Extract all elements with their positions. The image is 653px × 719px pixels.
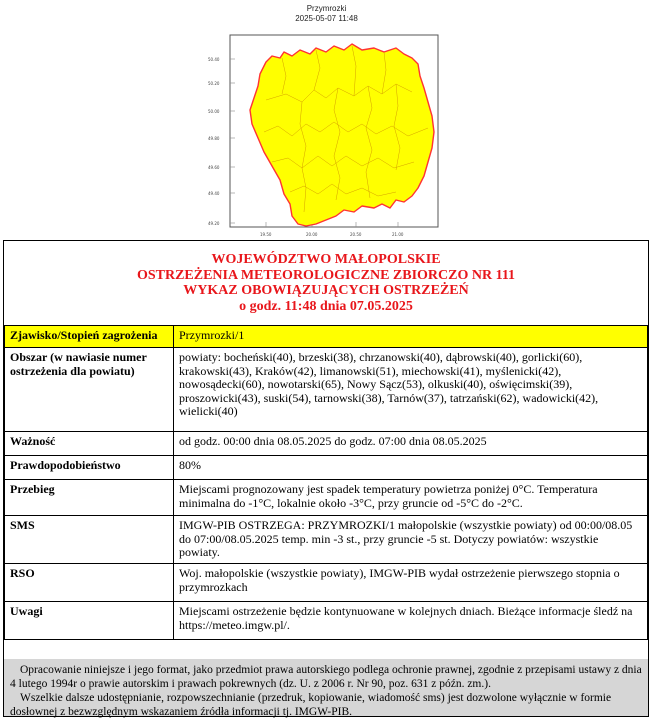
row-label: Uwagi xyxy=(5,602,174,640)
region-title: WOJEWÓDZTWO MAŁOPOLSKIE xyxy=(211,252,441,267)
copyright-notice: Opracowanie niniejsze i jego format, jako przedmiot prawa autorskiego podlega ochronie prawnej, zgodnie z przepisami ustawy z dnia 4 lutego 1994r o prawie autorskim i prawach pokrewnych (dz. U. z 2006 r. Nr 90, poz. 631 z późn. zm.). xyxy=(10,664,642,690)
row-value: od godz. 00:00 dnia 08.05.2025 do godz. 07:00 dnia 08.05.2025 xyxy=(174,432,648,456)
row-value: IMGW-PIB OSTRZEGA: PRZYMROZKI/1 małopolskie (wszystkie powiaty) od 00:00/08.05 do 07:00/08.05.2025 temp. min -3 st., przy gruncie -5 st. Dotyczy powiatów: wszystkie powiaty. xyxy=(174,516,648,564)
row-value: 80% xyxy=(174,456,648,480)
table-row xyxy=(5,516,648,564)
map-title: Przymrozki xyxy=(306,4,347,13)
copyright-footer xyxy=(4,659,648,716)
lat-label: 49.40 xyxy=(208,191,220,196)
warning-number-title: OSTRZEŻENIA METEOROLOGICZNE ZBIORCZO NR 111 xyxy=(136,267,516,283)
table-row xyxy=(5,432,648,456)
lon-label: 19.50 xyxy=(260,232,272,237)
lat-label: 49.20 xyxy=(208,221,220,226)
map-title-block xyxy=(0,4,653,24)
table-row xyxy=(5,480,648,516)
table-row xyxy=(5,456,648,480)
row-value: Miejscami prognozowany jest spadek temperatury powietrza poniżej 0°C. Temperatura minimalna do -1°C, lokalnie około -3°C, przy gruncie od -5°C do -2°C. xyxy=(174,480,648,516)
row-label: RSO xyxy=(5,564,174,602)
row-label: Prawdopodobieństwo xyxy=(5,456,174,480)
redistribution-notice: Wszelkie dalsze udostępnianie, rozpowszechnianie (przedruk, kopiowanie, wiadomość sms) jest dozwolone wyłącznie w formie dosłownej z bezwzględnym wskazaniem źródła informacji tj. IMGW-PIB. xyxy=(10,692,612,718)
row-value: Woj. małopolskie (wszystkie powiaty), IMGW-PIB wydał ostrzeżenie pierwszego stopnia o przymrozkach xyxy=(174,564,648,602)
table-row xyxy=(5,602,648,640)
table-row xyxy=(5,564,648,602)
lat-label: 49.80 xyxy=(208,136,220,141)
warning-map xyxy=(206,28,446,240)
lat-label: 49.60 xyxy=(208,165,220,170)
document-header xyxy=(4,241,648,325)
table-row xyxy=(5,348,648,432)
row-label: Ważność xyxy=(5,432,174,456)
warning-document xyxy=(3,240,649,717)
lon-label: 21.00 xyxy=(392,232,404,237)
row-value: Przymrozki/1 xyxy=(174,326,648,348)
table-row xyxy=(5,326,648,348)
map-svg xyxy=(206,28,446,240)
list-title: WYKAZ OBOWIĄZUJĄCYCH OSTRZEŻEŃ xyxy=(183,283,469,298)
issue-datetime: o godz. 11:48 dnia 07.05.2025 xyxy=(239,298,413,314)
lon-label: 20.00 xyxy=(306,232,318,237)
map-datetime: 2025-05-07 11:48 xyxy=(295,14,358,23)
row-label: Zjawisko/Stopień zagrożenia xyxy=(5,326,174,348)
row-value: Miejscami ostrzeżenie będzie kontynuowane w kolejnych dniach. Bieżące informacje śledź na https://meteo.imgw.pl/. xyxy=(174,602,648,640)
row-label: Przebieg xyxy=(5,480,174,516)
row-label: Obszar (w nawiasie numer ostrzeżenia dla powiatu) xyxy=(5,348,174,432)
row-label: SMS xyxy=(5,516,174,564)
warning-table xyxy=(4,325,648,640)
lat-label: 50.20 xyxy=(208,81,220,86)
lon-label: 20.50 xyxy=(350,232,362,237)
row-value: powiaty: bocheński(40), brzeski(38), chrzanowski(40), dąbrowski(40), gorlicki(60), krakowski(43), Kraków(42), limanowski(51), miechowski(41), myślenicki(42), nowosądecki(60), nowotarski(65), Nowy Sącz(53), olkuski(40), oświęcimski(39), proszowicki(43), suski(54), tarnowski(38), Tarnów(37), tatrzański(62), wadowicki(42), wielicki(40) xyxy=(174,348,648,432)
lat-label: 50.40 xyxy=(208,57,220,62)
lat-label: 50.00 xyxy=(208,109,220,114)
